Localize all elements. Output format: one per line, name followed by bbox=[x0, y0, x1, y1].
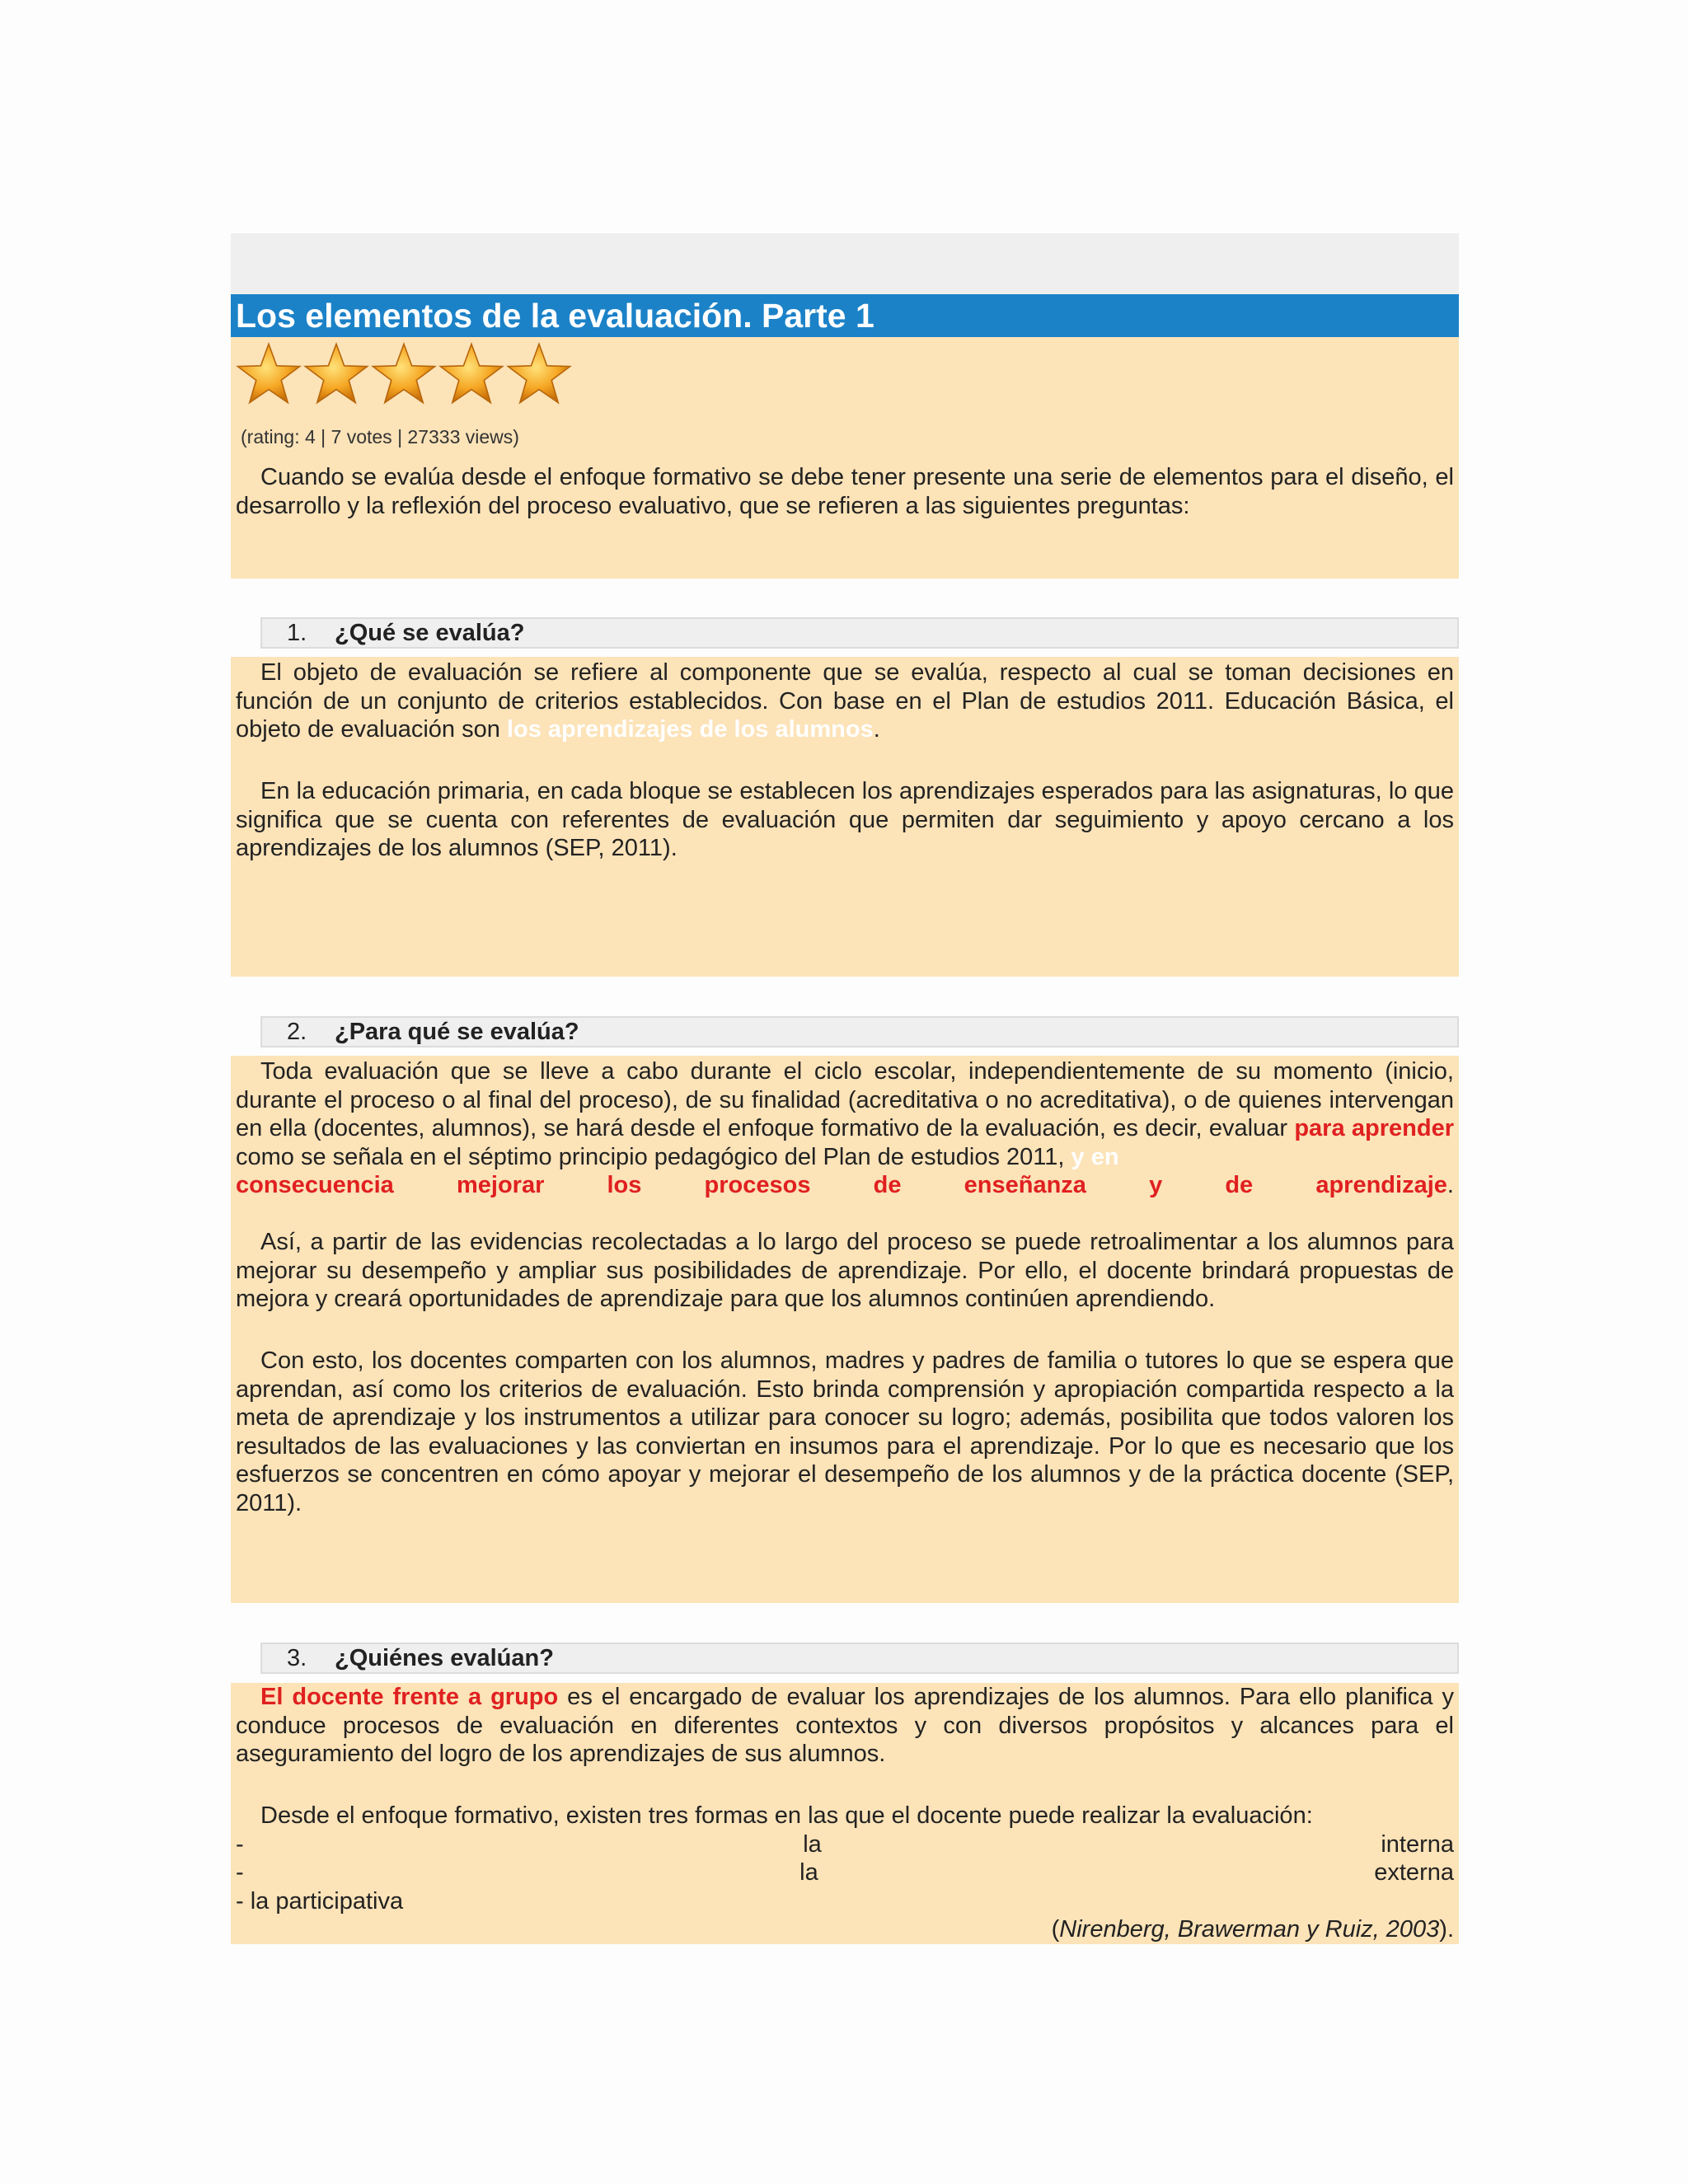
star-icon[interactable] bbox=[371, 342, 437, 405]
paragraph: Desde el enfoque formativo, existen tres formas en las que el docente puede realizar la evaluación: bbox=[260, 1802, 1313, 1829]
section-box-que-se-evalua bbox=[231, 657, 1459, 977]
section-number: 1. bbox=[287, 620, 307, 646]
section-box-quienes-evaluan bbox=[231, 1683, 1459, 1944]
star-icon[interactable] bbox=[506, 342, 572, 405]
highlight-text: El docente frente a grupo bbox=[260, 1684, 559, 1710]
paragraph: El docente frente a grupo es el encargado de evaluar los aprendizajes de los alumnos. Para ello planifica y conduce procesos de evaluación en diferentes contextos y con diversos propósitos y alcances para el aseguramiento del logro de los aprendizajes de sus alumnos. bbox=[236, 1684, 1454, 1767]
section-number: 3. bbox=[287, 1645, 307, 1671]
paragraph: Toda evaluación que se lleve a cabo durante el ciclo escolar, independientemente de su momento (inicio, durante el proceso o al final del proceso), de su finalidad (acreditativa o no acreditativa), o de quienes intervengan en ella (docentes, alumnos), se hará desde el enfoque formativo de la evaluación, es decir, evaluar para aprender como se señala en el séptimo principio pedagógico del Plan de estudios 2011, y en bbox=[236, 1058, 1454, 1170]
page-title: Los elementos de la evaluación. Parte 1 bbox=[231, 294, 1459, 337]
top-bar bbox=[231, 233, 1459, 294]
list-item: - la participativa bbox=[236, 1888, 404, 1915]
star-icon[interactable] bbox=[438, 342, 504, 405]
star-icon[interactable] bbox=[236, 342, 302, 405]
star-icon[interactable] bbox=[303, 342, 369, 405]
section-box-para-que-se-evalua bbox=[231, 1056, 1459, 1603]
intro-paragraph: Cuando se evalúa desde el enfoque formativo se debe tener presente una serie de elementos para el diseño, el desarrollo y la reflexión del proceso evaluativo, que se refieren a las siguientes preguntas: bbox=[236, 464, 1454, 519]
rating-stars[interactable] bbox=[236, 342, 572, 405]
list-item: - la externa bbox=[236, 1859, 1454, 1886]
intro-box bbox=[231, 337, 1459, 579]
highlight-text: para aprender bbox=[1294, 1115, 1454, 1141]
rating-text: (rating: 4 | 7 votes | 27333 views) bbox=[241, 426, 519, 448]
section-question: ¿Qué se evalúa? bbox=[335, 620, 525, 646]
paragraph: Así, a partir de las evidencias recolectadas a lo largo del proceso se puede retroalimentar a los alumnos para mejorar su desempeño y ampliar sus posibilidades de aprendizaje. Por ello, el docente brindará propuestas de mejora y creará oportunidades de aprendizaje para que los alumnos continúen aprendiendo. bbox=[236, 1229, 1454, 1312]
section-question: ¿Quiénes evalúan? bbox=[335, 1645, 554, 1671]
section-number: 2. bbox=[287, 1019, 307, 1045]
highlight-text: los aprendizajes de los alumnos bbox=[506, 716, 874, 743]
paragraph: El objeto de evaluación se refiere al componente que se evalúa, respecto al cual se toman decisiones en función de un conjunto de criterios establecidos. Con base en el Plan de estudios 2011. Educación Básica, el objeto de evaluación son los aprendizajes de los alumnos. bbox=[236, 659, 1454, 743]
highlight-text: y en bbox=[1071, 1143, 1119, 1170]
highlight-line: consecuencia mejorar los procesos de enseñanza y de aprendizaje. bbox=[236, 1172, 1454, 1198]
citation: (Nirenberg, Brawerman y Ruiz, 2003). bbox=[1051, 1916, 1454, 1943]
paragraph: Con esto, los docentes comparten con los alumnos, madres y padres de familia o tutores lo que se espera que aprendan, así como los criterios de evaluación. Esto brinda comprensión y apropiación compartida respecto a la meta de aprendizaje y los instrumentos a utilizar para conocer su logro; además, posibilita que todos valoren los resultados de las evaluaciones y las conviertan en insumos para el aprendizaje. Por lo que es necesario que los esfuerzos se concentren en cómo apoyar y mejorar el desempeño de los alumnos y de la práctica docente (SEP, 2011). bbox=[236, 1347, 1454, 1516]
section-question: ¿Para qué se evalúa? bbox=[335, 1019, 579, 1045]
section-heading-para-que-se-evalua bbox=[260, 1016, 1459, 1047]
section-heading-quienes-evaluan bbox=[260, 1643, 1459, 1674]
section-heading-que-se-evalua bbox=[260, 617, 1459, 649]
list-item: - la interna bbox=[236, 1831, 1454, 1858]
paragraph: En la educación primaria, en cada bloque se establecen los aprendizajes esperados para las asignaturas, lo que significa que se cuenta con referentes de evaluación que permiten dar seguimiento y apoyo cercano a los aprendizajes de los alumnos (SEP, 2011). bbox=[236, 778, 1454, 861]
